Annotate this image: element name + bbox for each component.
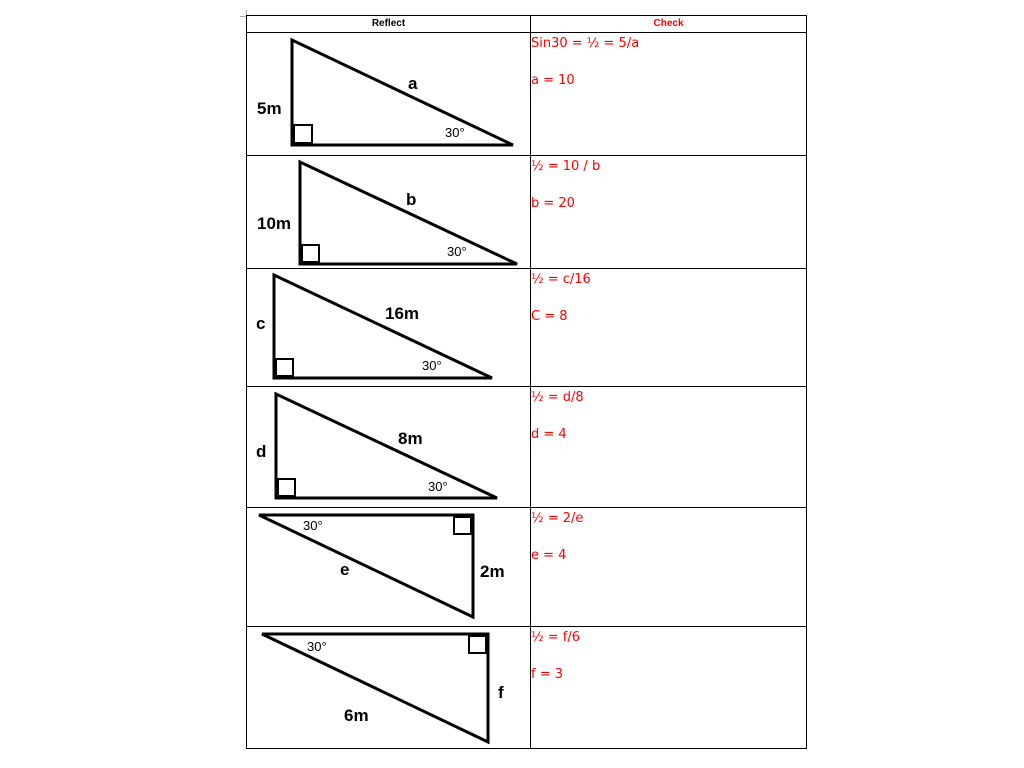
angle-label: 30° [303, 518, 323, 533]
header-check: Check [531, 16, 807, 33]
right-angle-marker [278, 479, 295, 496]
triangle-shape [292, 40, 513, 145]
triangle-diagram [247, 33, 530, 155]
triangle-diagram [247, 269, 530, 386]
right-angle-marker [294, 125, 312, 143]
check-answer: b = 20 [531, 196, 575, 211]
side-label: c [256, 314, 266, 333]
triangle-diagram [247, 508, 530, 626]
angle-label: 30° [447, 244, 467, 259]
check-cell [531, 156, 807, 269]
triangle-diagram [247, 387, 530, 507]
right-angle-marker [276, 359, 293, 376]
check-equation: ½ = f/6 [531, 630, 580, 645]
check-equation: ½ = c/16 [531, 272, 591, 287]
header-reflect: Reflect [247, 16, 531, 33]
triangle-figure-cell [247, 33, 531, 156]
right-angle-marker [454, 517, 471, 534]
triangle-figure-cell [247, 387, 531, 508]
table-header-row [247, 16, 807, 33]
reflect-check-table [246, 15, 807, 749]
triangle-shape [276, 394, 497, 498]
check-answer: f = 3 [531, 667, 564, 682]
table-row [247, 33, 807, 156]
hypotenuse-label: 16m [385, 304, 420, 323]
hypotenuse-label: e [340, 560, 350, 579]
hypotenuse-label: b [406, 190, 417, 209]
table-row [247, 387, 807, 508]
triangle-figure-cell [247, 156, 531, 269]
side-label: f [498, 683, 504, 702]
angle-label: 30° [428, 479, 448, 494]
check-answer: C = 8 [531, 309, 568, 324]
triangle-shape [259, 515, 473, 617]
check-cell [531, 33, 807, 156]
right-angle-marker [469, 636, 486, 653]
hypotenuse-label: 8m [398, 429, 423, 448]
triangle-diagram [247, 156, 530, 268]
triangle-shape [300, 162, 517, 264]
angle-label: 30° [445, 125, 465, 140]
check-answer: e = 4 [531, 548, 567, 563]
triangle-shape [262, 634, 488, 742]
triangle-figure-cell [247, 627, 531, 749]
triangle-figure-cell [247, 508, 531, 627]
check-cell [531, 269, 807, 387]
check-equation: ½ = d/8 [531, 390, 584, 405]
check-cell [531, 387, 807, 508]
hypotenuse-label: 6m [344, 706, 369, 725]
table-row [247, 627, 807, 749]
check-equation: ½ = 10 / b [531, 159, 601, 174]
check-answer: d = 4 [531, 427, 567, 442]
check-equation: ½ = 2/e [531, 511, 584, 526]
angle-label: 30° [307, 639, 327, 654]
side-label: d [256, 442, 267, 461]
table-row [247, 156, 807, 269]
table-row [247, 269, 807, 387]
check-equation: Sin30 = ½ = 5/a [531, 36, 640, 51]
side-label: 10m [257, 214, 292, 233]
side-label: 2m [480, 562, 505, 581]
hypotenuse-label: a [408, 74, 418, 93]
check-cell [531, 508, 807, 627]
angle-label: 30° [422, 358, 442, 373]
triangle-figure-cell [247, 269, 531, 387]
right-angle-marker [302, 245, 319, 262]
triangle-diagram [247, 627, 530, 748]
triangle-shape [274, 275, 492, 378]
check-answer: a = 10 [531, 73, 575, 88]
check-cell [531, 627, 807, 749]
table-row [247, 508, 807, 627]
side-label: 5m [257, 99, 282, 118]
